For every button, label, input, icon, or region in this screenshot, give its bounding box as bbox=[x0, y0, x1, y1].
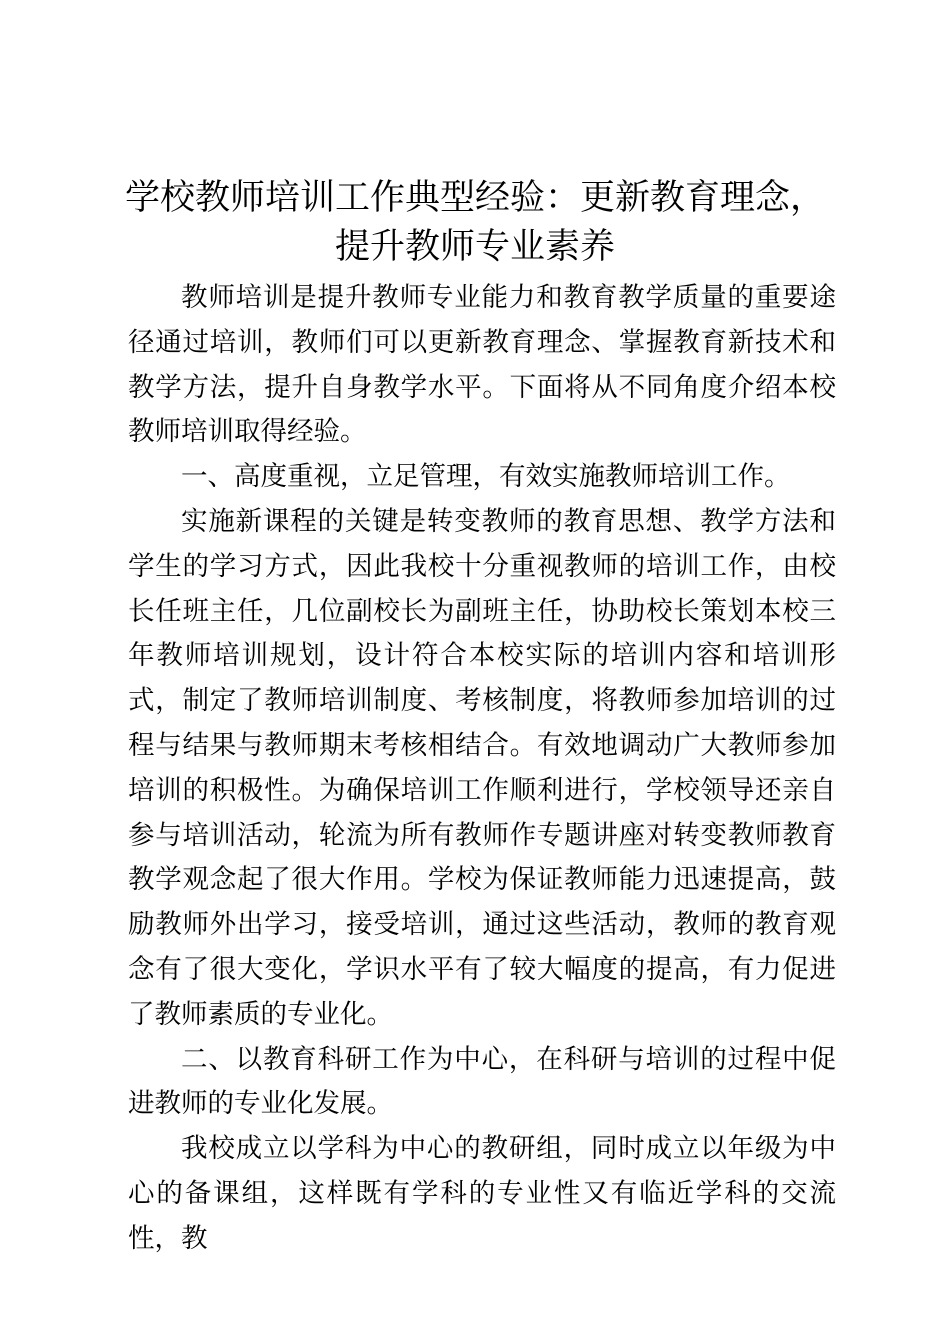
section-heading-1: 一、高度重视，立足管理，有效实施教师培训工作。 bbox=[181, 461, 791, 493]
paragraph-section-2: 我校成立以学科为中心的教研组，同时成立以年级为中心的备课组，这样既有学科的专业性又有临近学科的交流性，教 bbox=[128, 1133, 836, 1254]
document-body bbox=[128, 276, 836, 1262]
section-heading-2: 二、以教育科研工作为中心，在科研与培训的过程中促进教师的专业化发展。 bbox=[128, 1043, 836, 1120]
paragraph-section-1: 实施新课程的关键是转变教师的教育思想、教学方法和学生的学习方式，因此我校十分重视教师的培训工作，由校长任班主任，几位副校长为副班主任，协助校长策划本校三年教师培训规划，设计符合本校实际的培训内容和培训形式，制定了教师培训制度、考核制度，将教师参加培训的过程与结果与教师期末考核相结合。有效地调动广大教师参加培训的积极性。为确保培训工作顺利进行，学校领导还亲自参与培训活动，轮流为所有教师作专题讲座对转变教师教育教学观念起了很大作用。学校为保证教师能力迅速提高，鼓励教师外出学习，接受培训，通过这些活动，教师的教育观念有了很大变化，学识水平有了较大幅度的提高，有力促进了教师素质的专业化。 bbox=[128, 505, 836, 1030]
document-title-line-2: 提升教师专业素养 bbox=[334, 227, 615, 267]
paragraph-intro: 教师培训是提升教师专业能力和教育教学质量的重要途径通过培训，教师们可以更新教育理念、掌握教育新技术和教学方法，提升自身教学水平。下面将从不同角度介绍本校教师培训取得经验。 bbox=[128, 282, 836, 448]
document-title-line-1: 学校教师培训工作典型经验：更新教育理念， bbox=[124, 178, 825, 218]
